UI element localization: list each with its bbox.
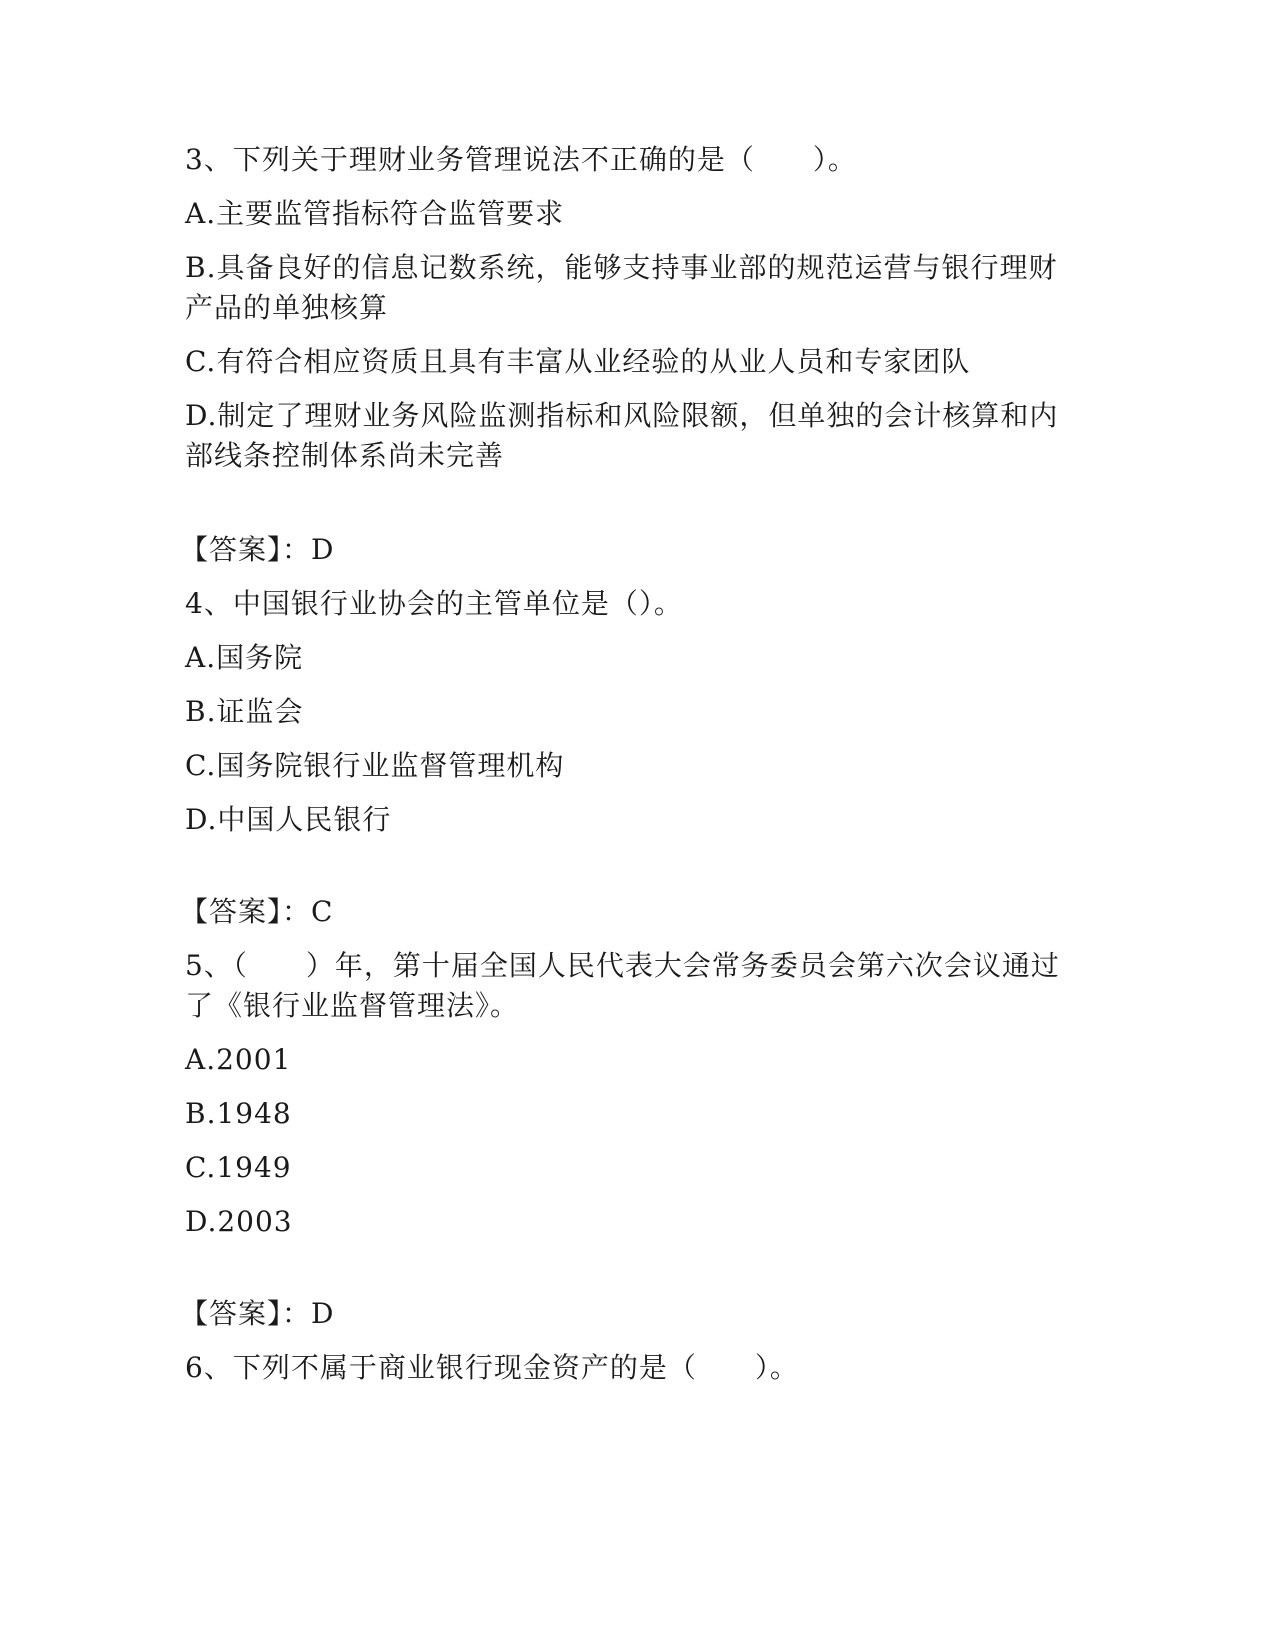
question-4-option-b: B.证监会 — [185, 695, 304, 728]
question-5-answer: 【答案】：D — [180, 1297, 335, 1330]
question-5-stem-cont: 了《银行业监督管理法》。 — [185, 989, 520, 1022]
question-5-option-d: D.2003 — [185, 1205, 293, 1238]
question-3-option-a: A.主要监管指标符合监管要求 — [185, 197, 565, 230]
question-3-option-b: B.具备良好的信息记数系统，能够支持事业部的规范运营与银行理财 — [185, 251, 1058, 284]
question-3-option-d-cont: 部线条控制体系尚未完善 — [185, 439, 505, 472]
question-4-answer: 【答案】：C — [180, 895, 334, 928]
question-3-stem: 3、下列关于理财业务管理说法不正确的是（ ）。 — [185, 143, 857, 176]
question-5-stem: 5、（ ）年，第十届全国人民代表大会常务委员会第六次会议通过 — [185, 949, 1060, 982]
question-4-option-d: D.中国人民银行 — [185, 803, 392, 836]
question-3-answer: 【答案】：D — [180, 533, 335, 566]
question-5-option-a: A.2001 — [185, 1043, 292, 1076]
question-6-stem: 6、下列不属于商业银行现金资产的是（ ）。 — [185, 1351, 799, 1384]
question-5-option-b: B.1948 — [185, 1097, 292, 1130]
question-4-option-a: A.国务院 — [185, 641, 304, 674]
question-4-option-c: C.国务院银行业监督管理机构 — [185, 749, 565, 782]
question-4-stem: 4、中国银行业协会的主管单位是（）。 — [185, 587, 683, 620]
question-5-option-c: C.1949 — [185, 1151, 292, 1184]
question-3-option-d: D.制定了理财业务风险监测指标和风险限额，但单独的会计核算和内 — [185, 399, 1059, 432]
question-3-option-b-cont: 产品的单独核算 — [185, 291, 389, 324]
question-3-option-c: C.有符合相应资质且具有丰富从业经验的从业人员和专家团队 — [185, 345, 971, 378]
